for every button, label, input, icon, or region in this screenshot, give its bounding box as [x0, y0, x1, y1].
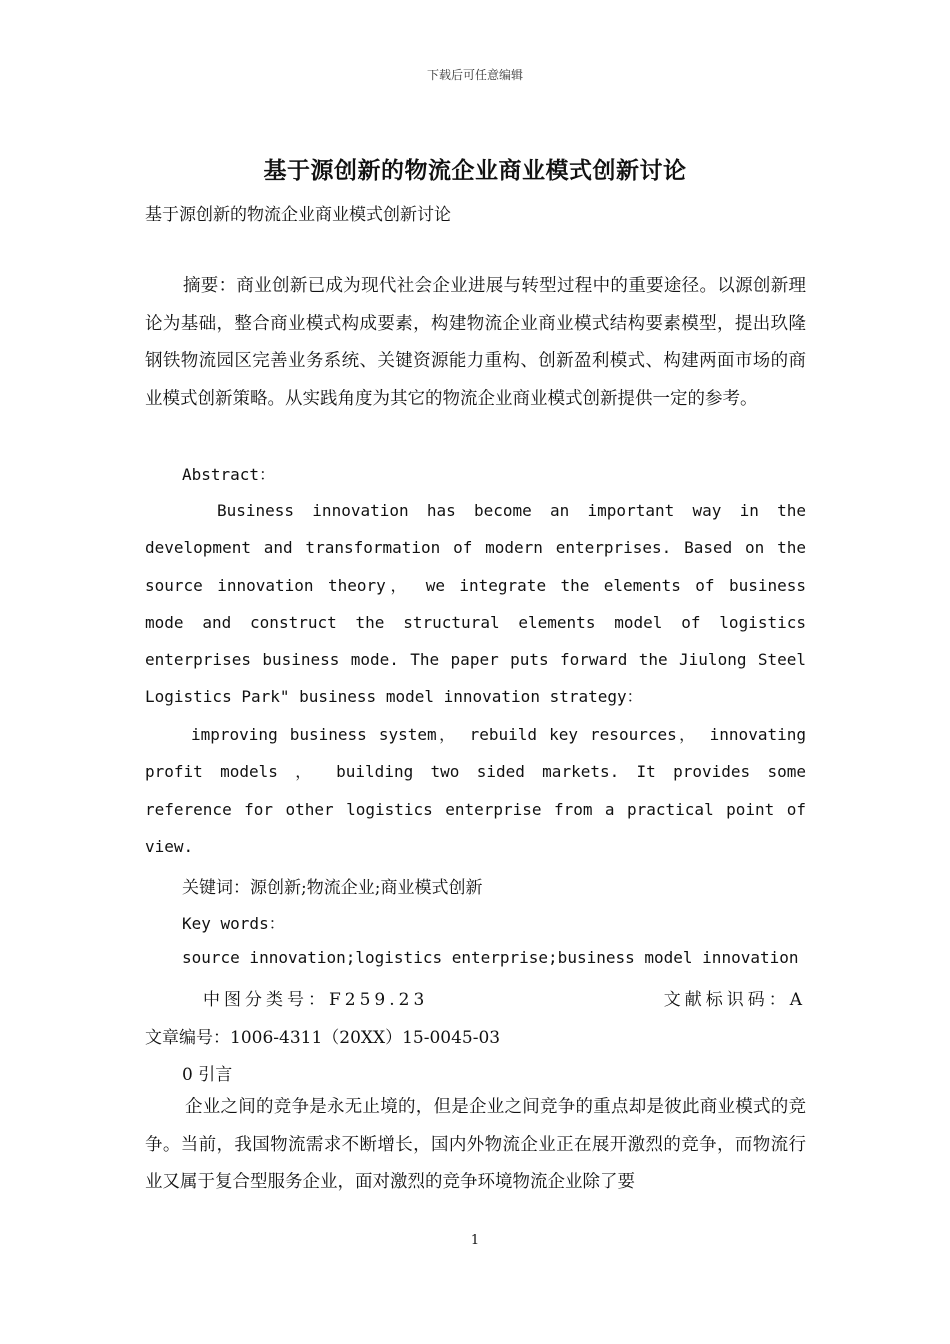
abstract-en-label: Abstract： — [182, 465, 276, 484]
header-note: 下载后可任意编辑 — [426, 68, 523, 82]
intro-paragraph: 企业之间的竞争是永无止境的，但是企业之间竞争的重点却是彼此商业模式的竞争。当前，我国物流需求不断增长，国内外物流企业正在展开激烈的竞争，而物流行业又属于复合型服务企业，面对激烈的竞争环境物流企业除了要 — [145, 1097, 806, 1192]
abstract-en-paragraph-2: improving business system， rebuild key resources， innovating profit models ， building two sided markets. It provides some reference for other logistics enterprise from a practical point of view. — [145, 725, 806, 856]
document-subtitle: 基于源创新的物流企业商业模式创新讨论 — [145, 205, 451, 225]
page-number: 1 — [470, 1233, 480, 1248]
article-number: 文章编号：1006-4311（20XX）15-0045-03 — [145, 1028, 501, 1048]
keywords-cn: 关键词：源创新;物流企业;商业模式创新 — [182, 878, 483, 898]
clc-number: 中图分类号：F259.23 — [203, 990, 429, 1010]
section-heading: 0 引言 — [182, 1065, 233, 1085]
document-title: 基于源创新的物流企业商业模式创新讨论 — [263, 157, 687, 184]
abstract-cn: 摘要：商业创新已成为现代社会企业进展与转型过程中的重要途径。以源创新理论为基础，整合商业模式构成要素，构建物流企业商业模式结构要素模型，提出玖隆钢铁物流园区完善业务系统、关键资源能力重构、创新盈利模式、构建两面市场的商业模式创新策略。从实践角度为其它的物流企业商业模式创新提供一定的参考。 — [145, 276, 806, 409]
intro-block — [145, 1089, 806, 1202]
abstract-en-paragraph-1: Business innovation has become an important way in the development and transformation of modern enterprises. Based on the source innovation theory， we integrate the elements of business mode and construct the structural elements model of logistics enterprises business mode. The paper puts forward the Jiulong Steel Logistics Park" business model innovation strategy： — [145, 501, 806, 707]
document-code: 文献标识码：A — [663, 990, 806, 1010]
keywords-en: source innovation;logistics enterprise;business model innovation — [182, 948, 799, 967]
abstract-cn-block — [145, 268, 806, 418]
keywords-en-label: Key words： — [182, 914, 285, 933]
